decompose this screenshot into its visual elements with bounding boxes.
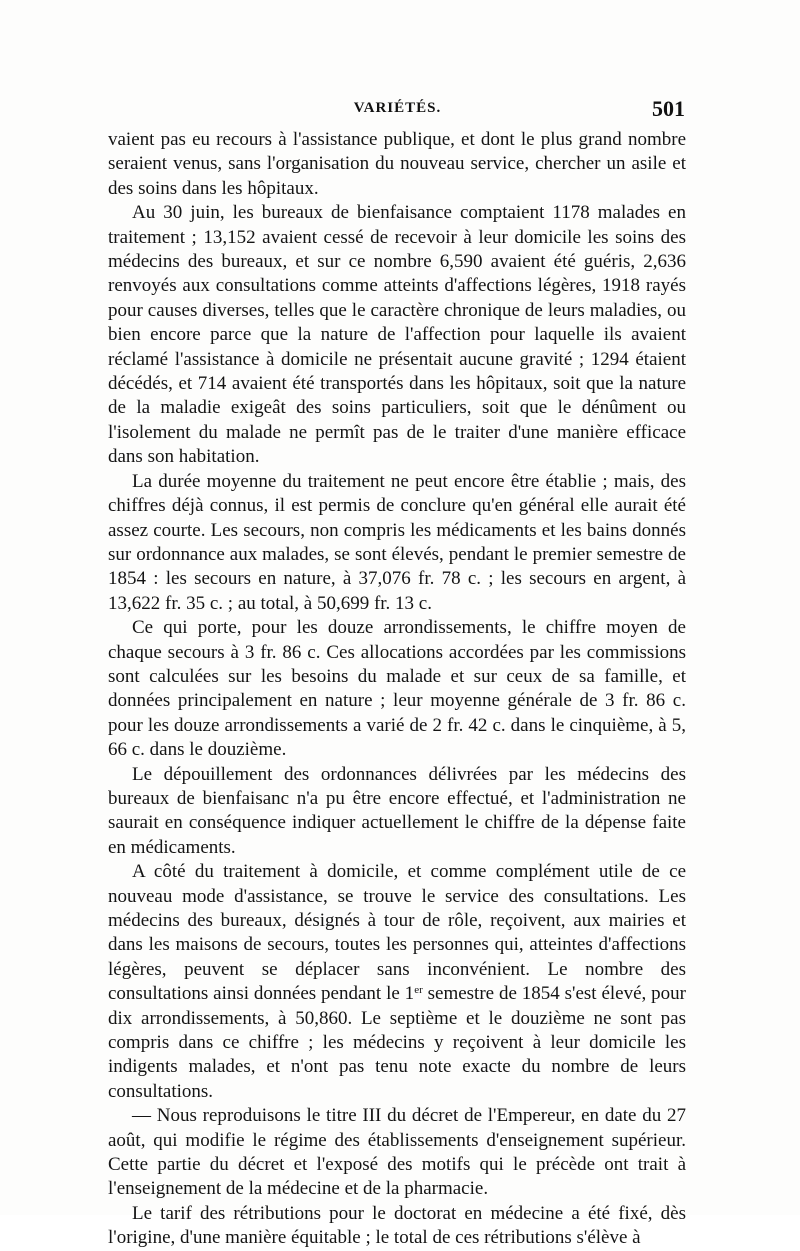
consultations-text-end: semestre de 1854 s'est élevé, pour dix arrondissements, à 50,860. Le septième et le douzième ne sont pas compris dans ce chiffre ; les médecins y reçoivent à leur domicile les indigents malades, et n'ont pas tenu note exacte du nombre de leurs consultations. bbox=[108, 983, 687, 1102]
paragraph-consultations bbox=[108, 860, 686, 1104]
paragraph-tarif: Le tarif des rétributions pour le doctorat en médecine a été fixé, dès l'origine, d'une manière équitable ; le total de ces rétributions s'élève à bbox=[108, 1202, 686, 1249]
page-number: 501 bbox=[652, 96, 685, 121]
running-head bbox=[110, 96, 685, 120]
paragraph-chiffre-moyen: Ce qui porte, pour les douze arrondissements, le chiffre moyen de chaque secours à 3 fr. 86 c. Ces allocations accordées par les commissions sont calculées sur les besoins du malade et sur ceux de sa famille, et données principalement en nature ; leur moyenne générale de 3 fr. 86 c. pour les douze arrondissements a varié de 2 fr. 42 c. dans le cinquième, à 5, 66 c. dans le douzième. bbox=[108, 617, 686, 761]
consultations-text-start: A côté du traitement à domicile, et comme complément utile de ce nouveau mode d'assistance, se trouve le service des consultations. Les médecins des bureaux, désignés à tour de rôle, reçoivent, aux mairies et dans les maisons de secours, toutes les personnes qui, atteintes d'affections légères, peuvent se déplacer sans inconvénient. Le nombre des consultations ainsi données pendant le 1 bbox=[108, 861, 686, 1005]
paragraph-bureaux-statistics: Au 30 juin, les bureaux de bienfaisance comptaient 1178 malades en traitement ; 13,152 avaient cessé de recevoir à leur domicile les soins des médecins des bureaux, et sur ce nombre 6,590 avaient été guéris, 2,636 renvoyés aux consultations comme atteints d'affections légères, 1918 rayés pour causes diverses, telles que le caractère chronique de leurs maladies, ou bien encore parce que la nature de l'affection pour laquelle ils avaient réclamé l'assistance à domicile ne présentait aucune gravité ; 1294 étaient décédés, et 714 avaient été transportés dans les hôpitaux, soit que la nature de la maladie exigeât des soins particuliers, soit que le dénûment ou l'isolement du malade ne permît pas de le traiter d'une manière efficace dans son habitation. bbox=[108, 202, 686, 468]
paragraph-depouillement: Le dépouillement des ordonnances délivrées par les médecins des bureaux de bienfaisanc n'a pu être encore effectué, et l'administration ne saurait en conséquence indiquer actuellement le chiffre de la dépense faite en médicaments. bbox=[108, 763, 686, 858]
ordinal-superscript: er bbox=[414, 984, 423, 997]
paragraph-decret: — Nous reproduisons le titre III du décret de l'Empereur, en date du 27 août, qui modifie le régime des établissements d'enseignement supérieur. Cette partie du décret et l'exposé des motifs qui le précède ont trait à l'enseignement de la médecine et de la pharmacie. bbox=[108, 1105, 686, 1200]
paragraph-continuation: vaient pas eu recours à l'assistance publique, et dont le plus grand nombre seraient venus, sans l'organisation du nouveau service, chercher un asile et des soins dans les hôpitaux. bbox=[108, 129, 686, 199]
paragraph-duree-moyenne: La durée moyenne du traitement ne peut encore être établie ; mais, des chiffres déjà connus, il est permis de conclure qu'en général elle aurait été assez courte. Les secours, non compris les médicaments et les bains donnés sur ordonnance aux malades, se sont élevés, pendant le premier semestre de 1854 : les secours en nature, à 37,076 fr. 78 c. ; les secours en argent, à 13,622 fr. 35 c. ; au total, à 50,699 fr. 13 c. bbox=[108, 470, 686, 614]
running-title: VARIÉTÉS. bbox=[353, 100, 442, 116]
body-text bbox=[108, 128, 686, 1251]
